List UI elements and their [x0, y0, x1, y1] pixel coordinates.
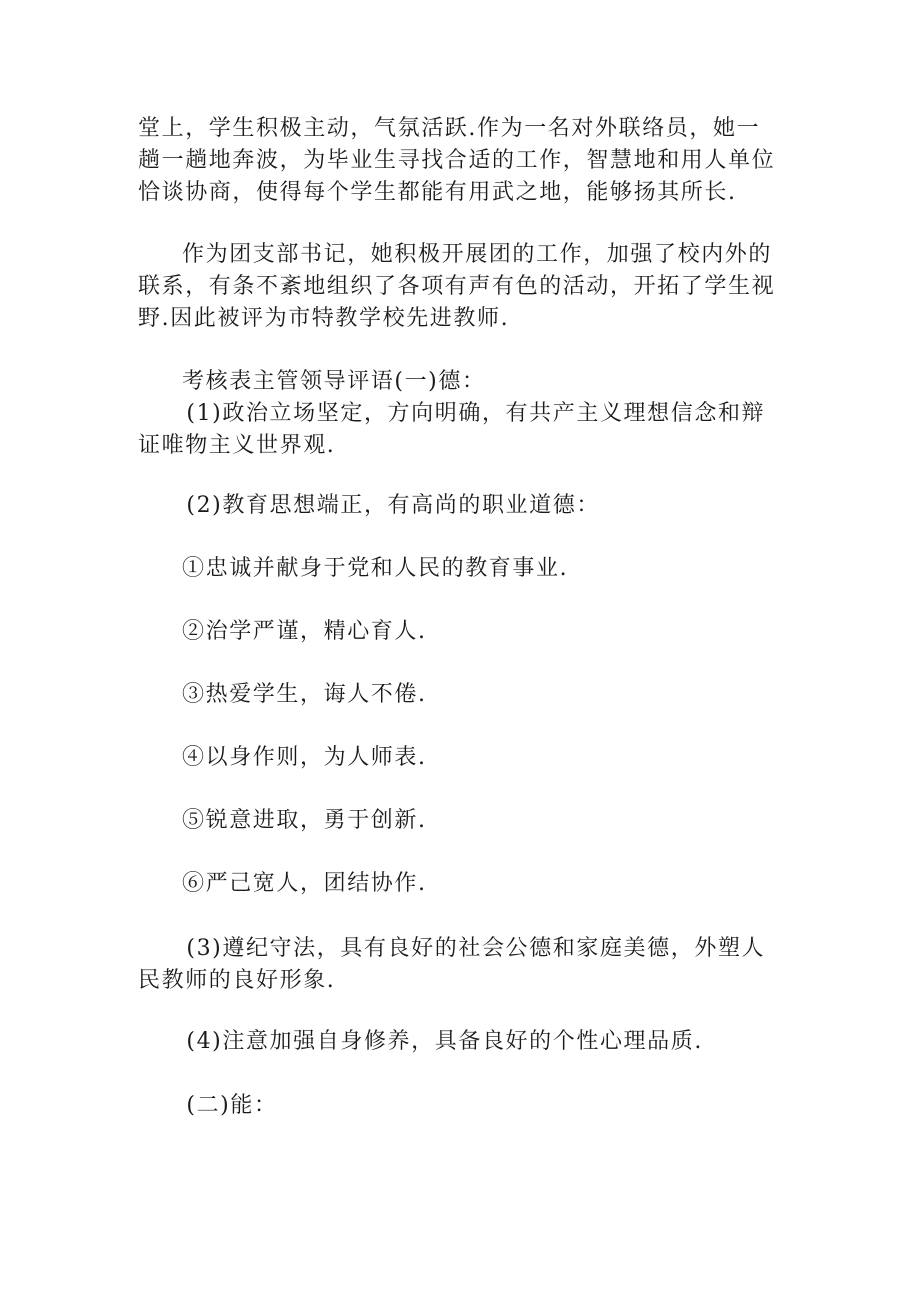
paragraph-evaluation-heading: 考核表主管领导评语(一)德：	[182, 369, 486, 394]
list-item-innovation: ⑤锐意进取，勇于创新.	[182, 808, 427, 833]
paragraph-intro: 堂上，学生积极主动，气氛活跃.作为一名对外联络员，她一趟一趟地奔波，为毕业生寻找合适的工作，智慧地和用人单位恰谈协商，使得每个学生都能有用武之地，能够扬其所长.	[138, 116, 776, 205]
paragraph-item-3: (3)遵纪守法，具有良好的社会公德和家庭美德，外塑人民教师的良好形象.	[138, 936, 766, 993]
section-heading-ability: (二)能：	[186, 1093, 278, 1118]
paragraph-item-1: (1)政治立场坚定，方向明确，有共产主义理想信念和辩证唯物主义世界观.	[138, 401, 766, 458]
list-item-rigor: ②治学严谨，精心育人.	[182, 619, 427, 644]
paragraph-item-4: (4)注意加强自身修养，具备良好的个性心理品质.	[186, 1029, 703, 1054]
list-item-loyalty: ①忠诚并献身于党和人民的教育事业.	[182, 556, 569, 581]
list-item-love-students: ③热爱学生，诲人不倦.	[182, 682, 427, 707]
paragraph-league-secretary: 作为团支部书记，她积极开展团的工作，加强了校内外的联系，有条不紊地组织了各项有声有色的活动，开拓了学生视野.因此被评为市特教学校先进教师.	[138, 242, 776, 331]
paragraph-item-2: (2)教育思想端正，有高尚的职业道德：	[186, 493, 600, 518]
list-item-teamwork: ⑥严己宽人，团结协作.	[182, 871, 427, 896]
list-item-role-model: ④以身作则，为人师表.	[182, 745, 427, 770]
